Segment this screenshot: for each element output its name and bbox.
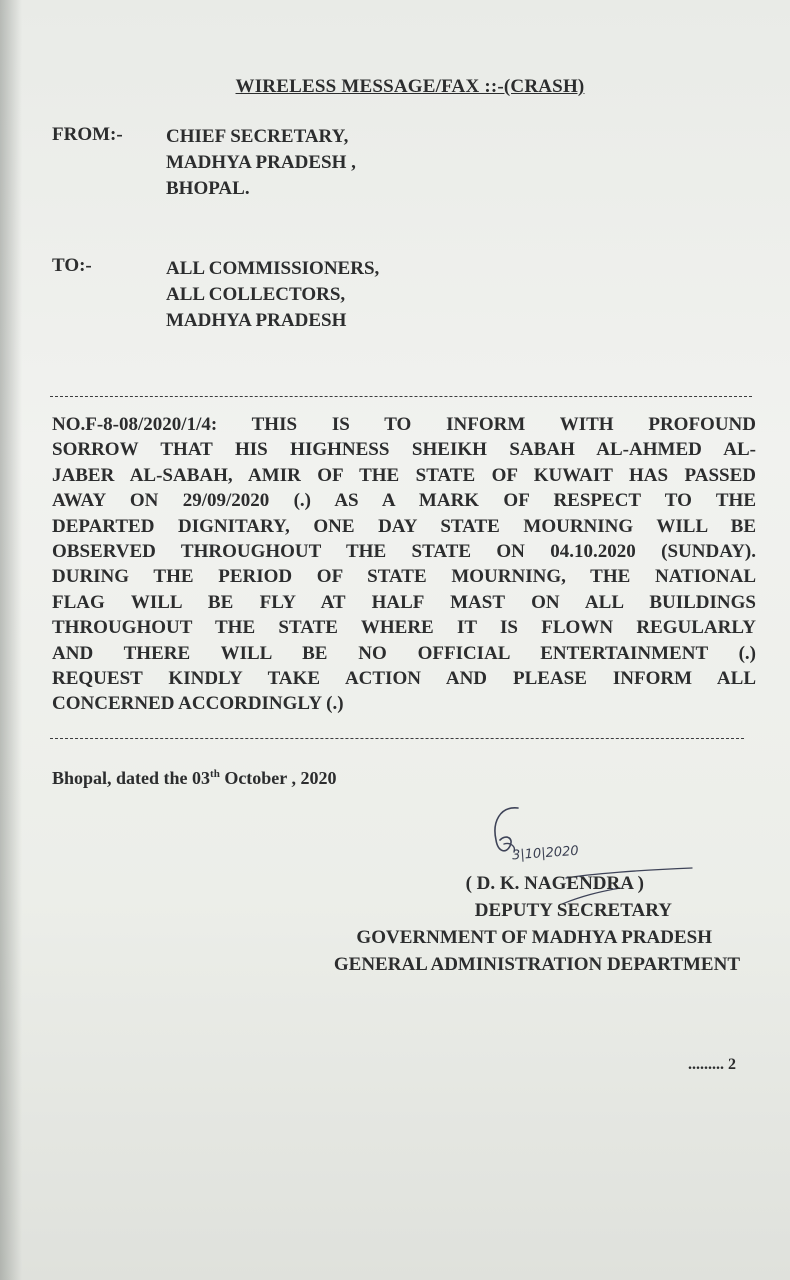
message-line: AWAY ON 29/09/2020 (.) AS A MARK OF RESPECT TO THE: [52, 490, 756, 512]
from-line: BHOPAL.: [166, 178, 250, 199]
to-label: TO:-: [52, 255, 92, 276]
message-line: DEPARTED DIGNITARY, ONE DAY STATE MOURNING WILL BE: [52, 515, 756, 537]
signatory-designation: DEPUTY SECRETARY: [474, 900, 672, 921]
to-line: ALL COLLECTORS,: [166, 284, 346, 305]
signatory-department: GENERAL ADMINISTRATION DEPARTMENT: [333, 954, 740, 975]
from-address: [166, 124, 356, 202]
dated-suffix: October , 2020: [219, 768, 337, 788]
from-label: FROM:-: [52, 124, 123, 145]
document-title: WIRELESS MESSAGE/FAX ::-(CRASH): [235, 76, 585, 97]
message-body: [52, 412, 756, 717]
message-line: SORROW THAT HIS HIGHNESS SHEIKH SABAH AL-AHMED AL-: [52, 439, 756, 461]
message-line: OBSERVED THROUGHOUT THE STATE ON 04.10.2020 (SUNDAY).: [52, 540, 756, 562]
dated-prefix: Bhopal, dated the 03: [52, 768, 211, 788]
signature-date: 3|10|2020: [511, 843, 580, 864]
dated-line: [52, 768, 336, 789]
page-indicator: ......... 2: [688, 1056, 736, 1073]
message-line: DURING THE PERIOD OF STATE MOURNING, THE NATIONAL: [52, 566, 756, 588]
divider-top: [50, 396, 752, 397]
to-line: ALL COMMISSIONERS,: [166, 258, 380, 279]
page-edge-shadow: [0, 0, 22, 1280]
signatory-name: ( D. K. NAGENDRA ): [465, 873, 644, 894]
message-line: JABER AL-SABAH, AMIR OF THE STATE OF KUWAIT HAS PASSED: [52, 464, 756, 486]
from-line: MADHYA PRADESH ,: [166, 152, 356, 173]
from-line: CHIEF SECRETARY,: [166, 126, 349, 147]
message-line: REQUEST KINDLY TAKE ACTION AND PLEASE INFORM ALL: [52, 667, 756, 689]
dated-ordinal: th: [210, 768, 220, 780]
signatory-block: [334, 870, 740, 978]
message-line: CONCERNED ACCORDINGLY (.): [52, 693, 344, 715]
to-address: [166, 256, 379, 334]
message-line: FLAG WILL BE FLY AT HALF MAST ON ALL BUILDINGS: [52, 591, 756, 613]
message-line: THROUGHOUT THE STATE WHERE IT IS FLOWN REGULARLY: [52, 617, 756, 639]
message-line: NO.F-8-08/2020/1/4: THIS IS TO INFORM WITH PROFOUND: [52, 414, 756, 435]
message-line: AND THERE WILL BE NO OFFICIAL ENTERTAINMENT (.): [52, 642, 756, 664]
to-line: MADHYA PRADESH: [166, 310, 347, 331]
signatory-org: GOVERNMENT OF MADHYA PRADESH: [356, 927, 712, 948]
divider-bottom: [50, 738, 744, 739]
